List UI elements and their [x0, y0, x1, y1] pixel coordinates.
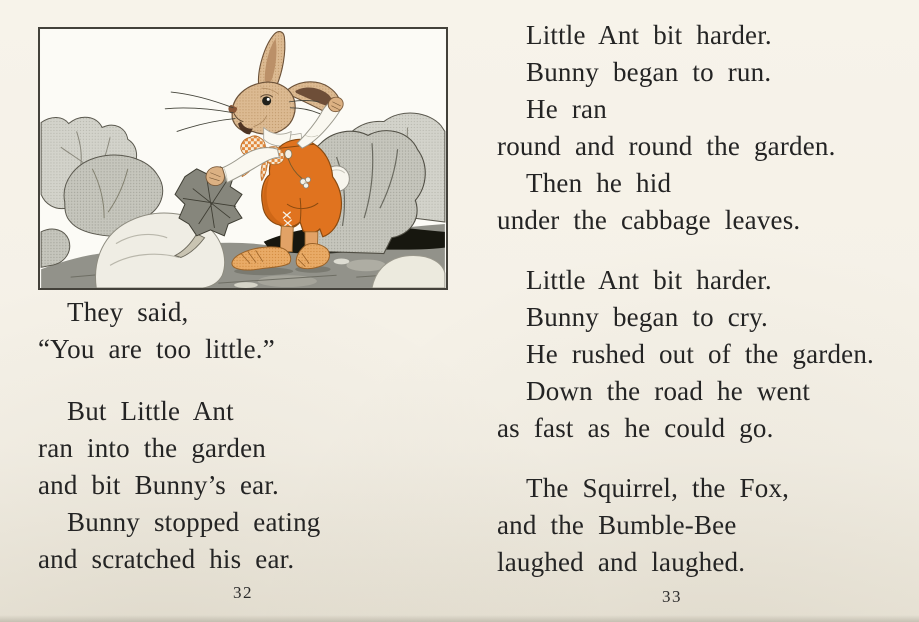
text-line: as fast as he could go. — [497, 413, 774, 443]
text-line: laughed and laughed. — [497, 547, 746, 577]
text-line: under the cabbage leaves. — [497, 205, 801, 235]
illustration-frame — [38, 27, 448, 290]
text-line: Little Ant bit harder. — [526, 20, 772, 50]
text-line: and bit Bunny’s ear. — [38, 470, 279, 500]
left-page-number: 32 — [233, 583, 253, 602]
text-line: Bunny began to cry. — [526, 302, 768, 332]
text-line: Bunny began to run. — [526, 57, 772, 87]
text-line: He ran — [526, 94, 607, 124]
text-line: and scratched his ear. — [38, 544, 295, 574]
text-line: The Squirrel, the Fox, — [526, 473, 790, 503]
text-line: Down the road he went — [526, 376, 811, 406]
bunny-illustration — [40, 29, 446, 288]
text-line: But Little Ant — [67, 396, 234, 426]
text-line: They said, — [67, 297, 189, 327]
text-line: ran into the garden — [38, 433, 266, 463]
paragraph — [497, 17, 902, 239]
text-line: and the Bumble-Bee — [497, 510, 737, 540]
right-page-text — [497, 17, 902, 581]
text-line: He rushed out of the garden. — [526, 339, 875, 369]
text-line: Then he hid — [526, 168, 672, 198]
paragraph — [497, 262, 902, 447]
eye — [262, 96, 271, 105]
paragraph — [38, 294, 458, 368]
text-line: round and round the garden. — [497, 131, 836, 161]
right-page-number: 33 — [662, 587, 682, 606]
left-page-text — [38, 294, 458, 578]
text-line: Bunny stopped eating — [67, 507, 321, 537]
text-line: “You are too little.” — [38, 334, 275, 364]
paragraph — [497, 470, 902, 581]
bib-button — [285, 150, 292, 159]
paragraph — [38, 393, 458, 578]
text-line: Little Ant bit harder. — [526, 265, 772, 295]
